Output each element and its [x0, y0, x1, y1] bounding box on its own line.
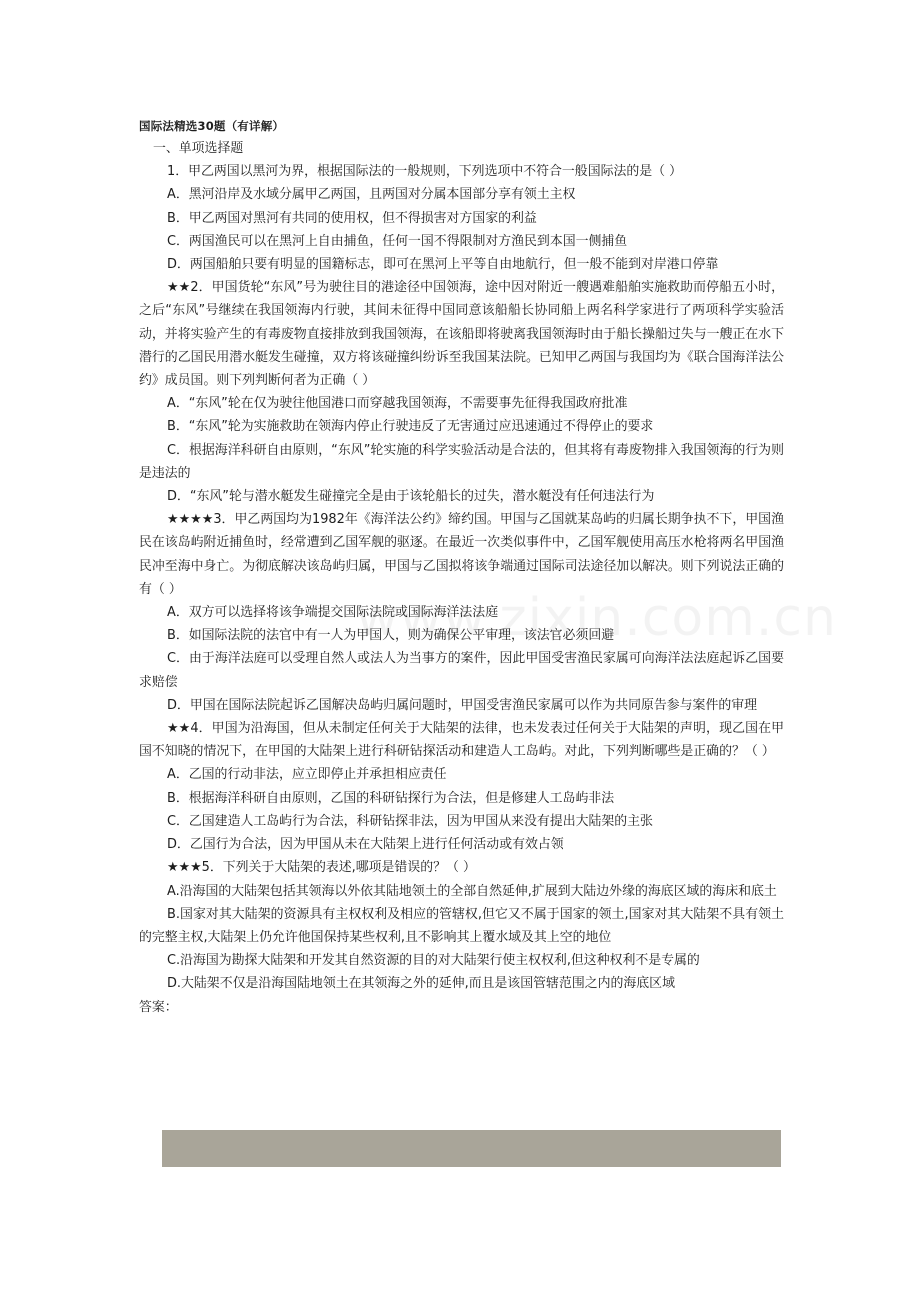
option-d: D．“东风”轮与潜水艇发生碰撞完全是由于该轮船长的过失，潜水艇没有任何违法行为	[167, 489, 655, 505]
option-a: A．双方可以选择将该争端提交国际法院或国际海洋法法庭	[167, 605, 499, 621]
option-d: D．甲国在国际法院起诉乙国解决岛屿归属问题时，甲国受害渔民家属可以作为共同原告参与案件的审理	[167, 697, 758, 713]
option-b: B．“东风”轮为实施救助在领海内停止行驶违反了无害通过应迅速通过不得停止的要求	[167, 419, 654, 435]
question-stem: ★★2．甲国货轮“东风”号为驶往目的港途径中国领海，途中因对附近一艘遇难船舶实施救助而停船五小时，之后“东风”号继续在我国领海内行驶，其间未征得中国同意该船船长协同船上两名科学家进行了两项科学实验活动，并将实验产生的有毒废物直接排放到我国领海，在该船即将驶离我国领海时由于船长操船过失与一艘正在水下潜行的乙国民用潜水艇发生碰撞，双方将该碰撞纠纷诉至我国某法院。已知甲乙两国与我国均为《联合国海洋法公约》成员国。则下列判断何者为正确（ ）	[139, 280, 784, 389]
document-title: 国际法精选30题（有详解）	[139, 119, 285, 133]
document-body	[139, 137, 784, 1019]
option-d: D.大陆架不仅是沿海国陆地领土在其领海之外的延伸,而且是该国管辖范围之内的海底区域	[167, 976, 675, 992]
question-stem: ★★★5．下列关于大陆架的表述,哪项是错误的？（ ）	[167, 860, 476, 876]
option-a: A．黑河沿岸及水域分属甲乙两国，且两国对分属本国部分享有领土主权	[167, 187, 576, 203]
option-b: B.国家对其大陆架的资源具有主权权利及相应的管辖权,但它又不属于国家的领土,国家对其大陆架不具有领土的完整主权,大陆架上仍允许他国保持某些权利,且不影响其上覆水域及其上空的地位	[139, 906, 784, 945]
answer-label: 答案：	[139, 999, 178, 1015]
option-c: C．根据海洋科研自由原则，“东风”轮实施的科学实验活动是合法的，但其将有毒废物排入我国领海的行为则是违法的	[139, 442, 784, 481]
question-stem: 1．甲乙两国以黑河为界，根据国际法的一般规则，下列选项中不符合一般国际法的是（ ）	[167, 164, 683, 180]
option-a: A.沿海国的大陆架包括其领海以外依其陆地领土的全部自然延伸,扩展到大陆边外缘的海底区域的海床和底土	[167, 883, 777, 899]
question-stem: ★★★★3．甲乙两国均为1982年《海洋法公约》缔约国。甲国与乙国就某岛屿的归属长期争执不下，甲国渔民在该岛屿附近捕鱼时，经常遭到乙国军舰的驱逐。在最近一次类似事件中，乙国军舰使用高压水枪将两名甲国渔民冲至海中身亡。为彻底解决该岛屿归属，甲国与乙国拟将该争端通过国际司法途径加以解决。则下列说法正确的有（ ）	[139, 512, 784, 597]
option-c: C．由于海洋法庭可以受理自然人或法人为当事方的案件，因此甲国受害渔民家属可向海洋法法庭起诉乙国要求赔偿	[139, 651, 784, 690]
option-b: B．根据海洋科研自由原则，乙国的科研钻探行为合法，但是修建人工岛屿非法	[167, 790, 615, 806]
option-d: D．两国船舶只要有明显的国籍标志，即可在黑河上平等自由地航行，但一般不能到对岸港口停靠	[167, 257, 719, 273]
option-b: B．甲乙两国对黑河有共同的使用权，但不得损害对方国家的利益	[167, 210, 537, 226]
option-b: B．如国际法院的法官中有一人为甲国人，则为确保公平审理，该法官必须回避	[167, 628, 615, 644]
option-c: C.沿海国为勘探大陆架和开发其自然资源的目的对大陆架行使主权权利,但这种权利不是专属的	[167, 953, 700, 969]
option-a: A．“东风”轮在仅为驶往他国港口而穿越我国领海，不需要事先征得我国政府批准	[167, 396, 628, 412]
option-a: A．乙国的行动非法，应立即停止并承担相应责任	[167, 767, 447, 783]
option-c: C．两国渔民可以在黑河上自由捕鱼，任何一国不得限制对方渔民到本国一侧捕鱼	[167, 233, 628, 249]
answer-redaction-bar	[162, 1130, 781, 1167]
question-stem: ★★4．甲国为沿海国，但从未制定任何关于大陆架的法律，也未发表过任何关于大陆架的声明，现乙国在甲国不知晓的情况下，在甲国的大陆架上进行科研钻探活动和建造人工岛屿。对此，下列判断哪些是正确的？（ ）	[139, 721, 784, 760]
option-d: D．乙国行为合法，因为甲国从未在大陆架上进行任何活动或有效占领	[167, 837, 564, 853]
section-heading: 一、单项选择题	[153, 141, 244, 156]
option-c: C．乙国建造人工岛屿行为合法，科研钻探非法，因为甲国从来没有提出大陆架的主张	[167, 813, 653, 829]
